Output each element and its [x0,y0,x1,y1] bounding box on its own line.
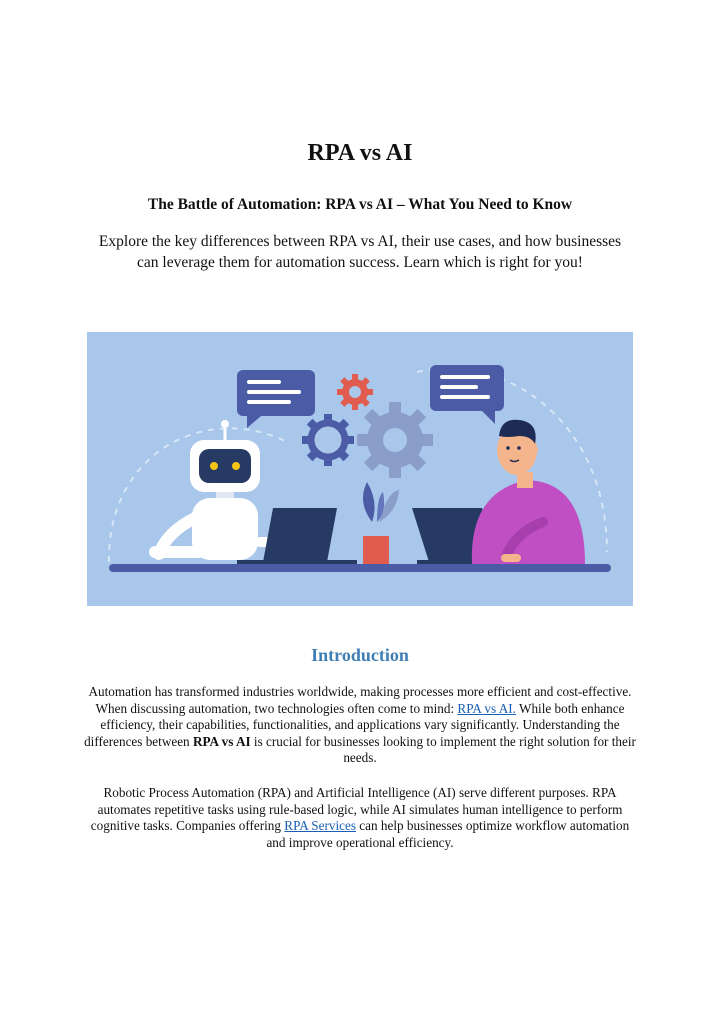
paragraph-text: Automation has transformed industries worldwide, making processes more efficient and cost-effective. When discussing automation, two technologies often come to mind: [88,684,632,716]
page-subtitle: The Battle of Automation: RPA vs AI – What You Need to Know [147,196,573,213]
chat-bubble-right-icon [430,365,504,424]
lead-paragraph: Explore the key differences between RPA vs AI, their use cases, and how businesses can leverage them for automation success. Learn which is right for you! [98,233,622,271]
robot-figure [149,420,285,560]
intro-paragraph-1 [82,684,638,767]
gear-blue-small-icon [302,414,354,466]
hero-illustration [87,332,633,606]
paragraph-text: is crucial for businesses looking to implement the right solution for their needs. [250,733,636,766]
rpa-services-link[interactable]: RPA Services [284,818,356,834]
gear-red-icon [337,374,373,410]
rpa-vs-ai-link[interactable]: RPA vs AI. [457,700,516,716]
paragraph-text: can help businesses optimize workflow automation and improve operational efficiency. [266,818,630,850]
gear-large-icon [357,402,433,478]
plant-icon [363,482,399,564]
person-figure [472,420,585,564]
page-title: RPA vs AI [307,140,413,166]
section-heading-introduction: Introduction [311,645,409,665]
paragraph-text: Robotic Process Automation (RPA) and Artificial Intelligence (AI) serve different purposes. RPA automates repetitive tasks using rule-based logic, while AI simulates human intelligence to perform cognitive tasks. Companies offering [90,785,623,834]
intro-paragraph-2 [82,785,638,851]
paragraph-text: While both enhance efficiency, their capabilities, functionalities, and applications vary significantly. Understanding the differences between [84,700,625,749]
bold-keyword: RPA vs AI [192,733,251,749]
chat-bubble-left-icon [237,370,315,428]
desk [109,564,611,572]
